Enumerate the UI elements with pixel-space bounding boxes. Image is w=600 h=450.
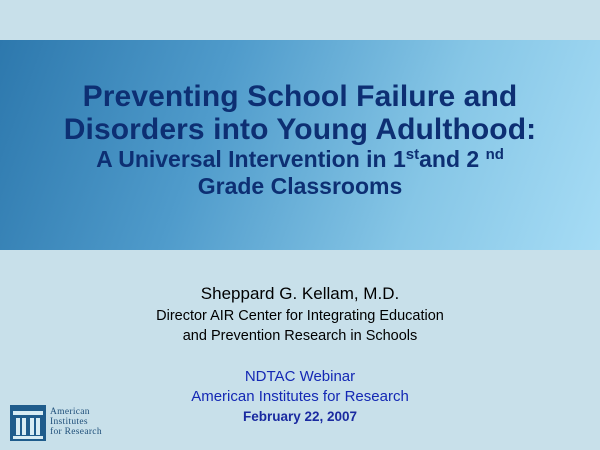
subtitle-part-1: A Universal Intervention in 1 — [96, 146, 406, 172]
subtitle-sup-2: nd — [485, 146, 504, 163]
event-host: American Institutes for Research — [191, 388, 409, 405]
event-name: NDTAC Webinar — [244, 368, 356, 385]
title-line-2: Disorders into Young Adulthood: — [63, 113, 537, 146]
slide-title — [0, 80, 600, 200]
event-date: February 22, 2007 — [242, 409, 358, 424]
top-strip — [0, 0, 600, 40]
presenter-role-line-1: Director AIR Center for Integrating Education — [156, 308, 444, 324]
logo-line-1: American — [50, 407, 90, 417]
air-logo-text — [50, 407, 102, 437]
logo-line-2: Institutes — [50, 417, 88, 427]
subtitle-line-2: Grade Classrooms — [197, 173, 403, 199]
subtitle-line-1 — [0, 146, 600, 173]
presenter-block — [0, 283, 600, 346]
logo-line-3: for Research — [50, 427, 102, 437]
air-logo-icon — [10, 405, 46, 441]
subtitle-sup-1: st — [405, 146, 420, 163]
air-logo — [10, 405, 110, 441]
title-line-1: Preventing School Failure and — [82, 80, 518, 113]
presenter-name: Sheppard G. Kellam, M.D. — [200, 284, 400, 303]
presenter-role-line-2: and Prevention Research in Schools — [182, 328, 418, 344]
subtitle-part-2: and 2 — [419, 146, 486, 172]
